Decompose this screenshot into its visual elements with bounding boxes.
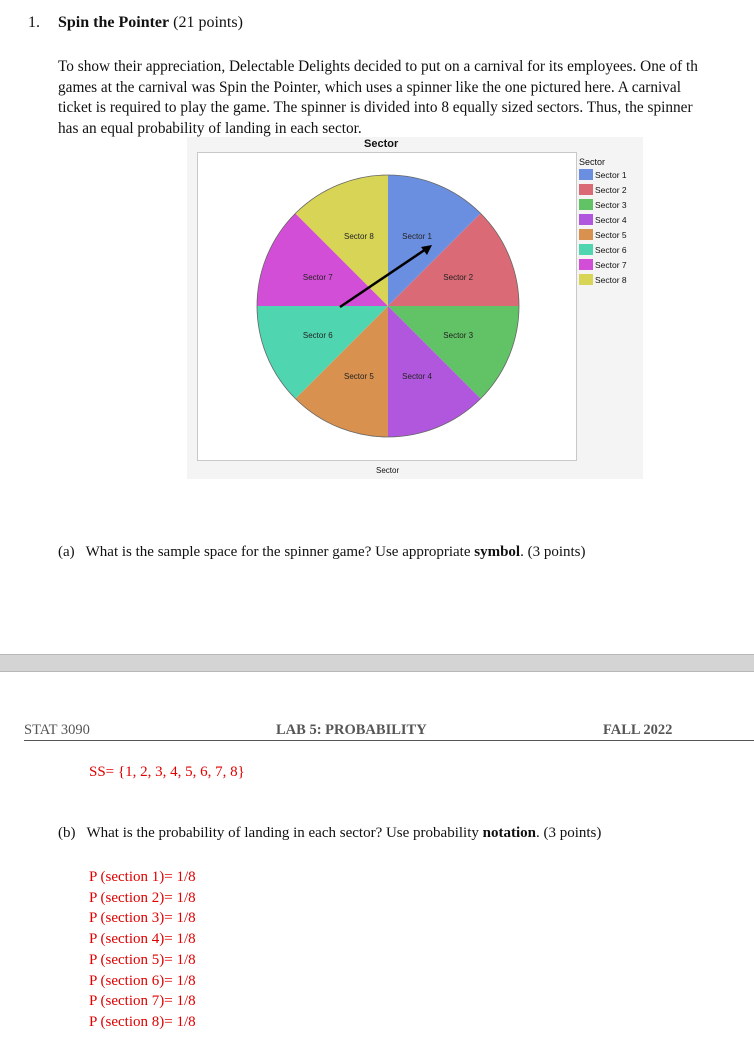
question-intro	[58, 57, 754, 139]
legend-label: Sector 3	[595, 199, 627, 210]
legend-item	[579, 274, 627, 285]
probability-answer: P (section 3)= 1/8	[89, 910, 196, 927]
probability-answer: P (section 8)= 1/8	[89, 1013, 196, 1030]
header-course: STAT 3090	[24, 722, 90, 738]
legend-label: Sector 5	[595, 229, 627, 240]
legend-item	[579, 214, 627, 225]
question-title	[58, 14, 243, 32]
part-a-question	[58, 544, 586, 561]
part-b-answers	[89, 867, 196, 1033]
part-b-question	[58, 825, 601, 842]
page-break	[0, 654, 754, 672]
legend-item	[579, 199, 627, 210]
probability-answer: P (section 4)= 1/8	[89, 931, 196, 948]
part-a-text: What is the sample space for the spinner game? Use appropriate	[85, 544, 475, 560]
question-title-text: Spin the Pointer	[58, 14, 170, 31]
pie-slice-label-4: Sector 4	[402, 372, 432, 382]
legend-item	[579, 184, 627, 195]
legend-swatch	[579, 229, 593, 240]
legend-swatch	[579, 199, 593, 210]
legend-label: Sector 7	[595, 259, 627, 270]
probability-answer: P (section 7)= 1/8	[89, 993, 196, 1010]
legend-item	[579, 244, 627, 255]
intro-line: To show their appreciation, Delectable Delights decided to put on a carnival for its employees. One of th	[58, 58, 698, 75]
legend-label: Sector 8	[595, 274, 627, 285]
legend	[579, 157, 627, 289]
part-b-bold: notation	[482, 825, 536, 841]
part-b-text: What is the probability of landing in each sector? Use probability	[86, 825, 483, 841]
legend-swatch	[579, 169, 593, 180]
legend-label: Sector 6	[595, 244, 627, 255]
probability-answer: P (section 5)= 1/8	[89, 951, 196, 968]
legend-label: Sector 1	[595, 169, 627, 180]
question-points: (21 points)	[173, 14, 243, 31]
part-a-label: (a)	[58, 544, 75, 560]
legend-label: Sector 2	[595, 184, 627, 195]
header-rule	[24, 740, 754, 741]
legend-items	[579, 169, 627, 285]
pie-chart	[187, 137, 643, 479]
pie-slice-label-8: Sector 8	[344, 231, 374, 241]
legend-title: Sector	[579, 157, 606, 167]
header-lab: LAB 5: PROBABILITY	[276, 722, 427, 738]
legend-swatch	[579, 244, 593, 255]
intro-line: ticket is required to play the game. The spinner is divided into 8 equally sized sectors. Thus, the spinner	[58, 99, 693, 116]
probability-answer: P (section 1)= 1/8	[89, 869, 196, 885]
part-a-answer: SS= {1, 2, 3, 4, 5, 6, 7, 8}	[89, 764, 245, 780]
pie-slice-label-6: Sector 6	[302, 331, 333, 341]
legend-item	[579, 259, 627, 270]
part-b-label: (b)	[58, 825, 76, 841]
pie-slice-label-3: Sector 3	[443, 331, 474, 341]
chart-title: Sector	[364, 138, 399, 150]
probability-answer: P (section 2)= 1/8	[89, 889, 196, 906]
probability-answer: P (section 6)= 1/8	[89, 972, 196, 989]
part-a-tail: . (3 points)	[520, 544, 586, 560]
intro-line: has an equal probability of landing in each sector.	[58, 119, 362, 137]
pie-slice-label-1: Sector 1	[402, 231, 432, 241]
legend-label: Sector 4	[595, 214, 627, 225]
intro-line: games at the carnival was Spin the Pointer, which uses a spinner like the one pictured here. A carnival	[58, 78, 681, 96]
part-b-tail: . (3 points)	[535, 825, 602, 841]
legend-swatch	[579, 259, 593, 270]
part-a-bold: symbol	[474, 544, 521, 560]
pie-slice-label-7: Sector 7	[302, 272, 333, 282]
pie-slice-label-5: Sector 5	[344, 372, 374, 382]
legend-swatch	[579, 184, 593, 195]
question-number: 1.	[28, 14, 40, 31]
chart-x-label: Sector	[376, 466, 400, 475]
pie-slice-label-2: Sector 2	[443, 272, 474, 282]
legend-swatch	[579, 214, 593, 225]
legend-item	[579, 229, 627, 240]
header-term: FALL 2022	[603, 722, 673, 738]
legend-item	[579, 169, 627, 180]
legend-swatch	[579, 274, 593, 285]
